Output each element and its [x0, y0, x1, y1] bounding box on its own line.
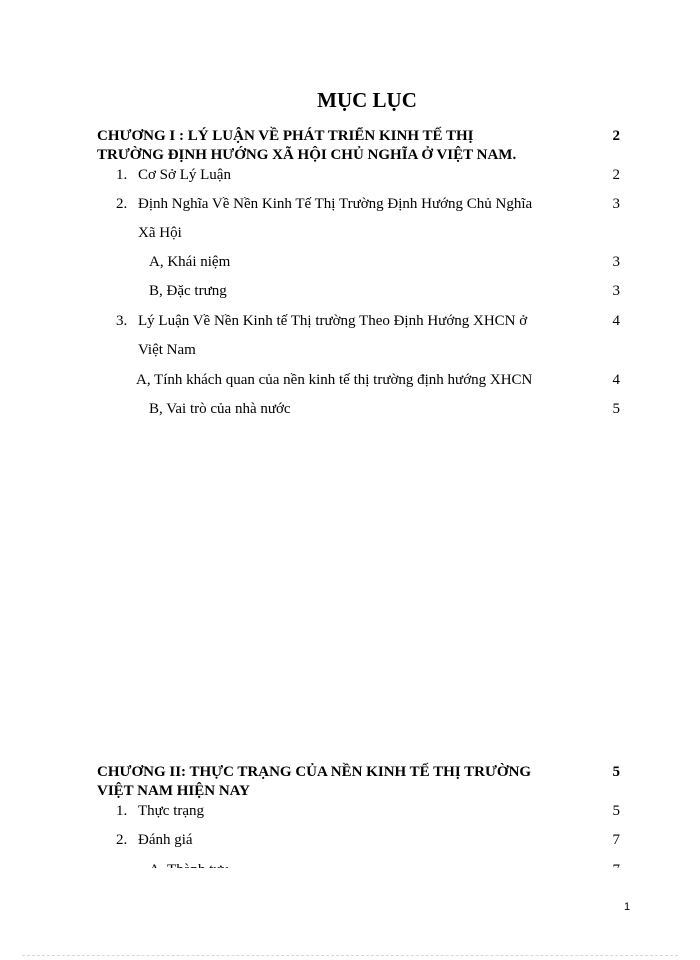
toc-item-2 [116, 194, 532, 214]
toc-chapter-2-page: 5 [612, 764, 620, 780]
toc-chapter-1-page: 2 [612, 128, 620, 144]
toc-item-3-page: 4 [612, 313, 620, 329]
toc-item-2-number: 2. [116, 196, 128, 212]
toc-item-3-text-line-2: Việt Nam [138, 342, 196, 358]
toc-subitem-2b-page: 3 [612, 283, 620, 299]
toc-item-3-text-line-1: Lý Luận Về Nền Kinh tế Thị trường Theo Định Hướng XHCN ở [138, 313, 528, 329]
toc-item-2-page: 3 [612, 196, 620, 212]
page-border-divider [22, 955, 678, 956]
toc-item-3 [116, 311, 527, 331]
toc-item-2-text-line-1: Định Nghĩa Về Nền Kinh Tế Thị Trường Định Hướng Chủ Nghĩa [138, 196, 533, 212]
toc-chapter-2-line-1: CHƯƠNG II: THỰC TRẠNG CỦA NỀN KINH TẾ THỊ TRƯỜNG [97, 764, 532, 780]
toc-item-3-number: 3. [116, 313, 128, 329]
toc-item-1-page: 2 [612, 167, 620, 183]
toc-chapter-2-line-2: VIỆT NAM HIỆN NAY [97, 783, 250, 799]
toc-chapter-2-item-1 [116, 801, 204, 821]
toc-item-1 [116, 165, 231, 185]
toc-title: MỤC LỤC [317, 88, 417, 112]
toc-chapter-1-line-1: CHƯƠNG I : LÝ LUẬN VỀ PHÁT TRIỂN KINH TẾ THỊ [97, 128, 474, 144]
toc-subitem-3b-page: 5 [612, 401, 620, 417]
toc-chapter-2-item-2-number: 2. [116, 832, 128, 848]
toc-subitem-2b: B, Đặc trưng [149, 283, 227, 299]
toc-item-1-number: 1. [116, 167, 128, 183]
toc-chapter-2-item-1-number: 1. [116, 803, 128, 819]
toc-chapter-2-item-2-page: 7 [612, 832, 620, 848]
toc-item-2-text-line-2: Xã Hội [138, 225, 182, 241]
toc-item-1-text: Cơ Sở Lý Luận [138, 167, 231, 183]
toc-chapter-2-item-2 [116, 830, 193, 850]
toc-subitem-3a: A, Tính khách quan của nền kinh tế thị trường định hướng XHCN [136, 372, 533, 388]
toc-subitem-2a-page: 3 [612, 254, 620, 270]
toc-subitem-2a: A, Khái niệm [149, 254, 231, 270]
toc-subitem-3a-page: 4 [612, 372, 620, 388]
toc-chapter-2-item-1-page: 5 [612, 803, 620, 819]
toc-chapter-1-line-2: TRƯỜNG ĐỊNH HƯỚNG XÃ HỘI CHỦ NGHĨA Ở VIỆT NAM. [97, 147, 517, 163]
toc-chapter-2-item-2-text: Đánh giá [138, 832, 193, 848]
page-clip-mask [0, 868, 700, 882]
toc-subitem-3b: B, Vai trò của nhà nước [149, 401, 291, 417]
page-number: 1 [624, 901, 631, 913]
toc-chapter-2-item-1-text: Thực trạng [138, 803, 205, 819]
